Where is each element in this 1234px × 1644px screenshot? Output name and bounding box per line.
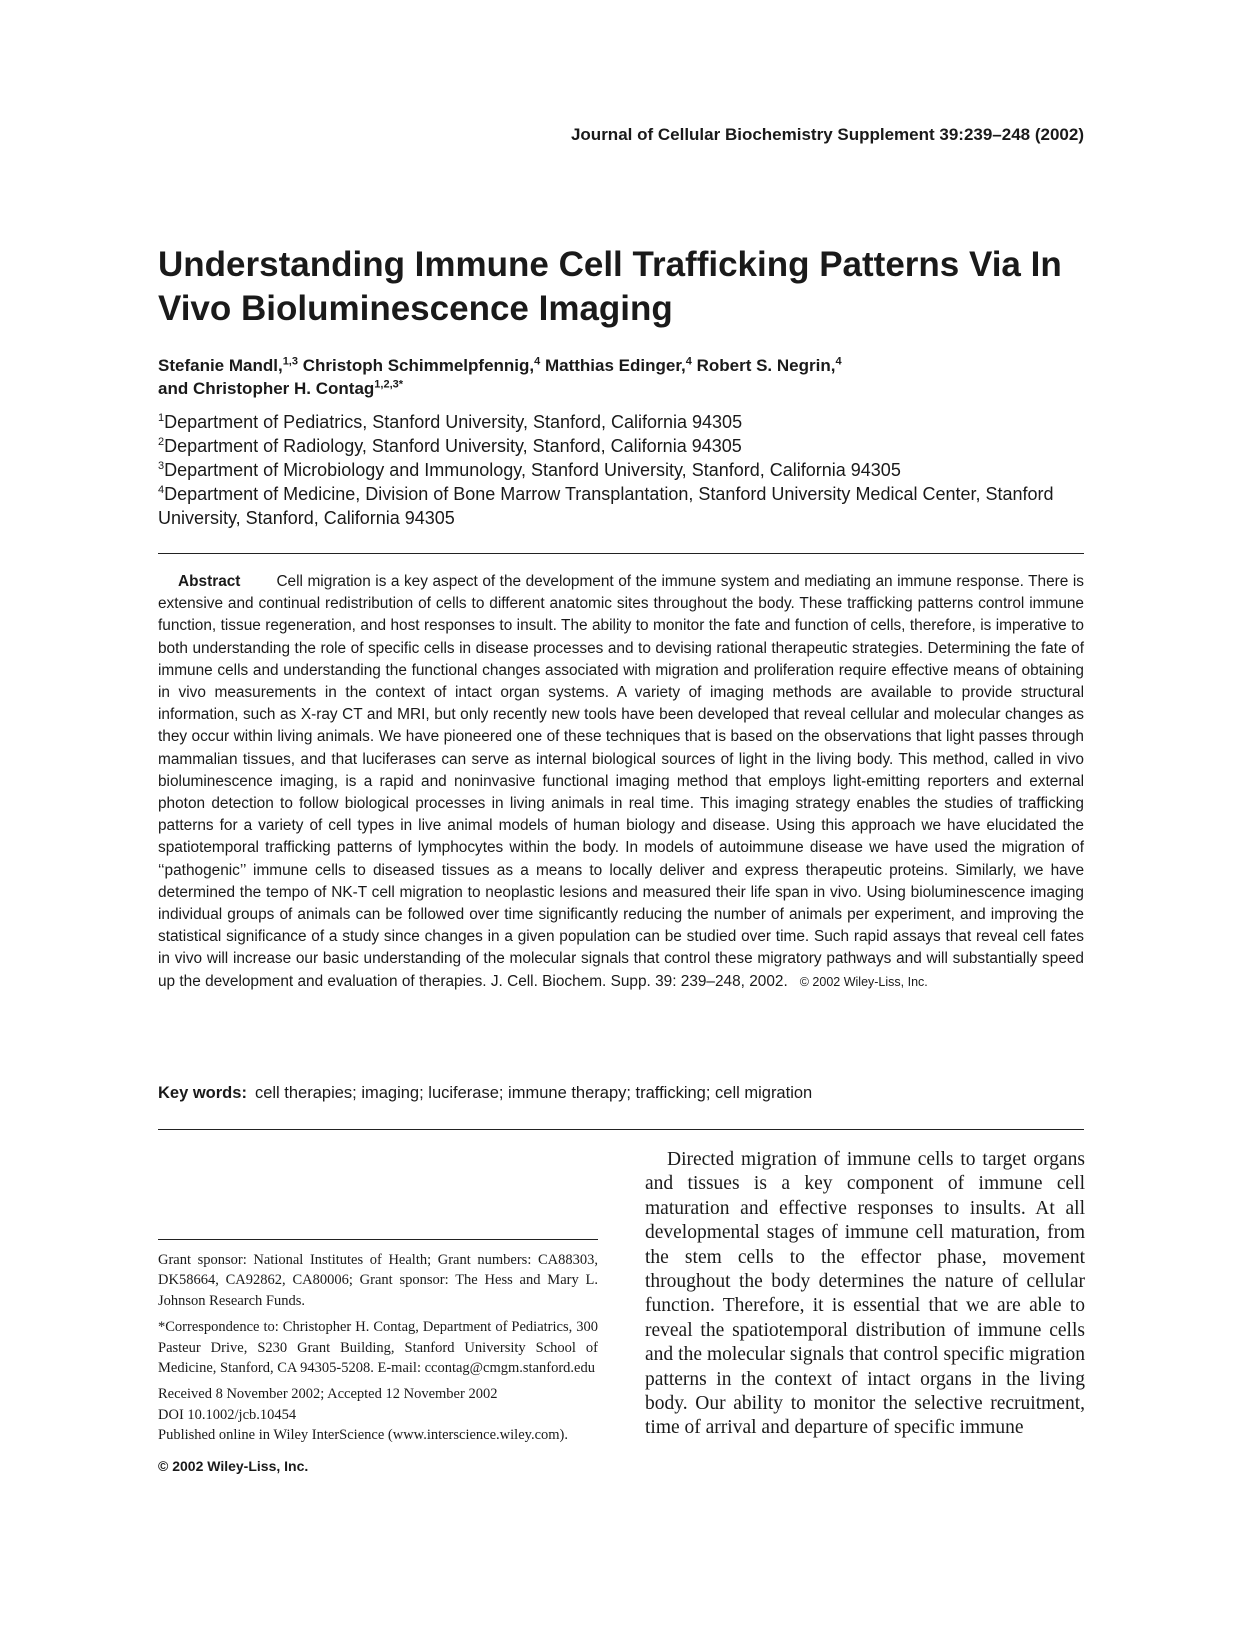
published-online: Published online in Wiley InterScience (www.interscience.wiley.com). (158, 1427, 568, 1444)
affiliation-item: $^3$Department of Microbiology and Immunology, Stanford University, Stanford, California 94305 (158, 460, 901, 480)
journal-citation: Journal of Cellular Biochemistry Supplement 39:239–248 (2002) (570, 125, 1084, 144)
abstract-heading: Abstract (178, 573, 241, 590)
section-divider (158, 553, 1084, 554)
author-name: and Christopher H. Contag (158, 379, 375, 398)
affiliation-list (158, 410, 1088, 530)
author-name: Matthias Edinger, (544, 356, 686, 375)
keywords-label: Key words: (158, 1084, 247, 1102)
section-divider (158, 1129, 1084, 1130)
abstract (158, 571, 1084, 993)
author-name: Christoph Schimmelpfennig, (302, 356, 535, 375)
affiliation-item: $^1$Department of Pediatrics, Stanford University, Stanford, California 94305 (158, 412, 743, 432)
abstract-text: Cell migration is a key aspect of the development of the immune system and mediating an immune response. There is extensive and continual redistribution of cells to different anatomic sites throughout the body. These trafficking patterns control immune function, tissue regeneration, and host responses to insult. The ability to monitor the fate and function of cells, therefore, is imperative to both understanding the role of specific cells in disease processes and to devising rational therapeutic strategies. Determining the fate of immune cells and understanding the functional changes associated with migration and proliferation require effective means of obtaining in vivo measurements in the context of intact organ systems. A variety of imaging methods are available to provide structural information, such as X-ray CT and MRI, but only recently new tools have been developed that reveal cellular and molecular changes as they occur within living animals. We have pioneered one of these techniques that is based on the observations that light passes through mammalian tissues, and that luciferases can serve as internal biological sources of light in the living body. This method, called in vivo bioluminescence imaging, is a rapid and noninvasive functional imaging method that employs light-emitting reporters and external photon detection to follow biological processes in living animals in real time. This imaging strategy enables the studies of trafficking patterns for a variety of cell types in live animal models of human biology and disease. Using this approach we have elucidated the spatiotemporal trafficking patterns of lymphocytes within the body. In models of autoimmune disease we have used the migration of ‘‘pathogenic’’ immune cells to diseased tissues as a means to locally deliver and express therapeutic proteins. Similarly, we have determined the tempo of NK-T cell migration to neoplastic lesions and measured their life span in vivo. Using bioluminescence imaging individual groups of animals can be followed over time significantly reducing the number of animals per experiment, and improving the statistical significance of a study since changes in a given population can be studied over time. Such rapid assays that reveal cell fates in vivo will increase our basic understanding of the molecular signals that control these migratory pathways and will substantially speed up the development and evaluation of therapies. J. Cell. Biochem. Supp. 39: 239–248, 2002. (158, 573, 1084, 990)
footnote-copyright: © 2002 Wiley-Liss, Inc. (158, 1457, 309, 1474)
abstract-copyright: © 2002 Wiley-Liss, Inc. (799, 974, 928, 989)
author-affiliation-marker: 1,3 (282, 355, 298, 368)
author-affiliation-marker: 1,2,3* (374, 378, 404, 391)
author-name: Robert S. Negrin, (696, 356, 836, 375)
grant-footnote: Grant sponsor: National Institutes of Health; Grant numbers: CA88303, DK58664, CA92862, CA80006; Grant sponsor: The Hess and Mary L. Johnson Research Funds. (158, 1252, 598, 1309)
keywords (158, 1084, 812, 1103)
footnote-divider (158, 1239, 598, 1240)
footnotes (158, 1250, 598, 1482)
correspondence-footnote: *Correspondence to: Christopher H. Contag, Department of Pediatrics, 300 Pasteur Drive, S230 Grant Building, Stanford University School of Medicine, Stanford, CA 94305-5208. E-mail: ccontag@cmgm.stanford.edu (158, 1319, 598, 1377)
author-affiliation-marker: 4 (534, 355, 541, 368)
article-title: Understanding Immune Cell Trafficking Patterns Via In Vivo Bioluminescence Imaging (158, 245, 1062, 328)
author-name: Stefanie Mandl, (158, 356, 283, 375)
author-affiliation-marker: 4 (835, 355, 842, 368)
author-affiliation-marker: 4 (685, 355, 692, 368)
body-paragraph: Directed migration of immune cells to target organs and tissues is a key component of immune cell maturation and effective responses to insults. At all developmental stages of immune cell maturation, from the stem cells to the effector phase, movement throughout the body determines the nature of cellular function. Therefore, it is essential that we are able to reveal the spatiotemporal distribution of immune cells and the molecular signals that control specific migration patterns in the context of intact organs in the living body. Our ability to monitor the selective recruitment, time of arrival and departure of specific immune (645, 1149, 1085, 1439)
doi: DOI 10.1002/jcb.10454 (158, 1406, 297, 1423)
keywords-text: cell therapies; imaging; luciferase; immune therapy; trafficking; cell migration (254, 1084, 813, 1102)
author-list (158, 354, 1098, 400)
affiliation-item: $^4$Department of Medicine, Division of Bone Marrow Transplantation, Stanford University Medical Center, Stanford University, Stanford, California 94305 (158, 484, 1054, 528)
affiliation-item: $^2$Department of Radiology, Stanford University, Stanford, California 94305 (158, 436, 742, 456)
received-date: Received 8 November 2002; Accepted 12 November 2002 (158, 1386, 498, 1403)
